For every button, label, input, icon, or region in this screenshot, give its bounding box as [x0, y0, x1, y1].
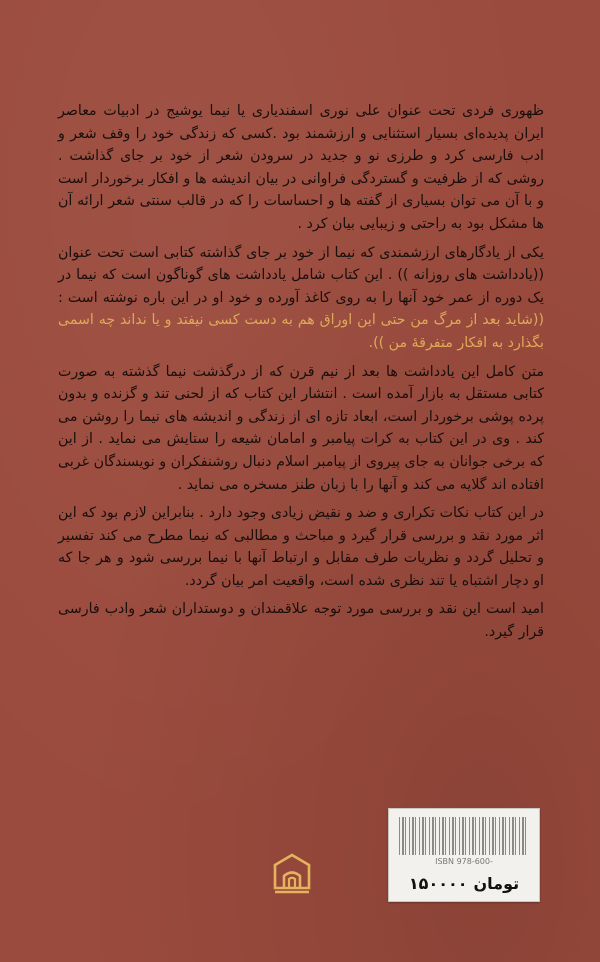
price-label [397, 871, 531, 895]
publisher-logo-icon [270, 852, 314, 896]
blurb-paragraph-2 [58, 242, 544, 355]
barcode [399, 817, 529, 855]
blurb-paragraph-4: در این کتاب نکات تکراری و ضد و نقیض زیادی وجود دارد . بنابراین لازم بود که این اثر مورد نقد و بررسی قرار گیرد و مباحث و مطالبی که نیما مطرح می کند تفسیر و تحلیل گردد و نظریات طرف مقابل و ارتباط آنها با نیما بررسی شود و هر جا که او دچار اشتباه یا تند نظری شده است، واقعیت امر بیان گردد. [58, 505, 544, 589]
blurb-paragraph-5: امید است این نقد و بررسی مورد توجه علاقمندان و دوستداران شعر وادب فارسی قرار گیرد. [58, 601, 544, 641]
price-unit: تومان [473, 873, 520, 893]
blurb-paragraph-1: ظهوری فردی تحت عنوان علی نوری اسفندیاری یا نیما یوشیج در ادبیات معاصر ایران پدیده‌ای بسیار استثنایی و ارزشمند بود .کسی که زندگی خود را وقف شعر و ادب فارسی کرد و طرزی نو و جدید در سرودن شعر از خود بر جای گذاشت . روشی که از ظرفیت و گستردگی فراوانی در بیان اندیشه ها و افکار برخوردار است و با آن می توان بسیاری از گفته ها و احساسات را که در قالب سنتی شعر ارائه آن ها مشکل بود به راحتی و زیبایی بیان کرد . [58, 103, 544, 232]
blurb-paragraph-3: متن کامل این یادداشت ها بعد از نیم قرن که از درگذشت نیما گذشته به صورت کتابی مستقل به بازار آمده است . انتشار این کتاب که از لحنی تند و گزنده و بدون پرده پوشی برخوردار است، ابعاد تازه ای از زندگی و اندیشه های نیما را روشن می کند . وی در این کتاب به کرات پیامبر و امامان شیعه را ستایش می نماید . از این که برخی جوانان به جای پیروی از پیامبر اسلام دنبال روشنفکران و نویسندگان غربی افتاده اند گلایه می کند و آنها را با زبان طنز مسخره می نماید . [58, 363, 544, 493]
price-barcode-sticker [388, 808, 540, 902]
nima-quote: ((شاید بعد از مرگ من حتی این اوراق هم به دست کسی نیفتد و یا نداند چه اسمی بگذارد به افکار متفرقهٔ من )). [58, 312, 544, 351]
price-value: ۱۵۰۰۰۰ [408, 873, 468, 893]
blurb-paragraph-2-text: یکی از یادگارهای ارزشمندی که نیما از خود بر جای گذاشته کتابی است تحت عنوان ((یادداشت های روزانه )) . این کتاب شامل یادداشت های گوناگون است که نیما در یک دوره از عمر خود آنها را به روی کاغذ آورده و خود او در این باره نوشته است : [58, 244, 544, 306]
isbn-text: ISBN 978-600- [435, 857, 493, 866]
blurb-text [58, 100, 544, 650]
